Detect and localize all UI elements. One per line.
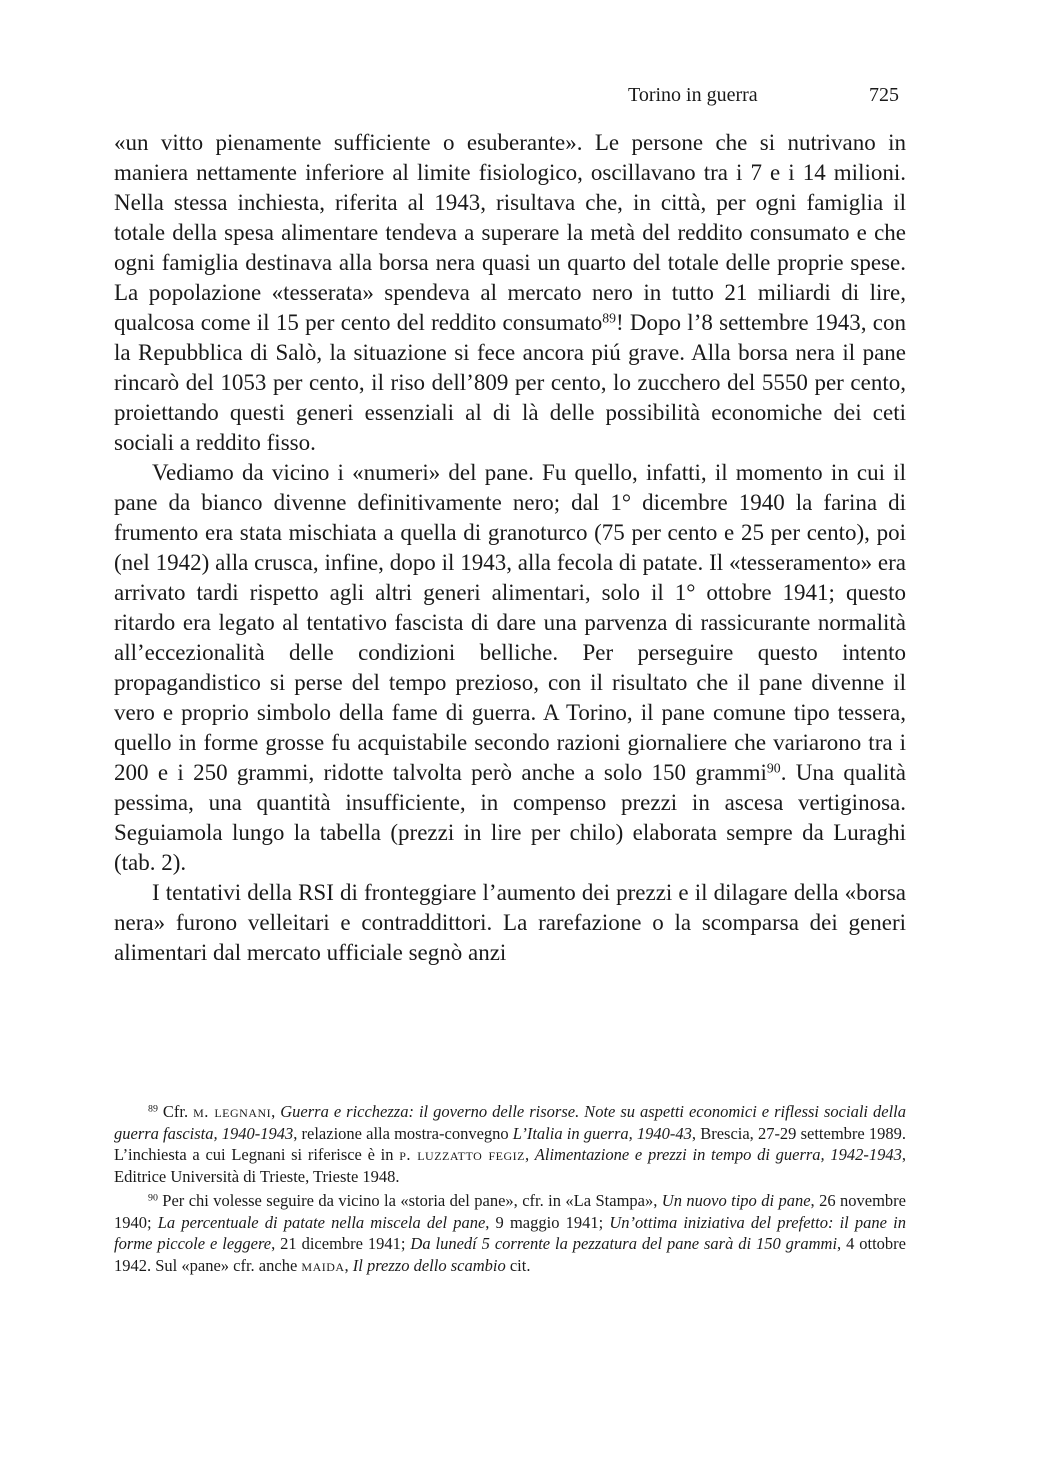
paragraph — [114, 878, 906, 968]
text-segment: «un vitto pienamente sufficiente o esuberante». Le persone che si nutrivano in maniera nettamente inferiore al limite fisiologico, oscillavano tra i 7 e i 14 milioni. Nella stessa inchiesta, riferita al 1943, risultava che, in città, per ogni famiglia il totale della spesa alimentare tendeva a superare la metà del reddito consumato e che ogni famiglia destinava alla borsa nera quasi un quarto del totale delle proprie spese. La popolazione «tesserata» spendeva al mercato nero in tutto 21 miliardi di lire, qualcosa come il 15 per cento del reddito consumato — [114, 130, 906, 335]
italic-title: Un’ottima iniziativa del prefetto: il pane in forme piccole e leggere — [114, 1212, 906, 1253]
paragraph — [114, 458, 906, 878]
text-segment: , 26 novembre 1940; — [114, 1191, 906, 1232]
running-header — [0, 84, 1046, 114]
text-segment: , Brescia, 27-29 settembre 1989. L’inchiesta a cui Legnani si riferisce è in — [114, 1123, 906, 1164]
footnotes — [114, 1101, 906, 1276]
text-segment: , Editrice Università di Trieste, Trieste 1948. — [114, 1145, 907, 1186]
author-name: m. legnani — [193, 1102, 272, 1121]
text-segment: , — [524, 1145, 535, 1164]
text-segment: , 21 dicembre 1941; — [271, 1234, 411, 1253]
footnote-ref: 89 — [148, 1103, 158, 1115]
italic-title: La percentuale di patate nella miscela del pane — [157, 1212, 486, 1232]
text-segment: , — [344, 1255, 353, 1275]
text-segment: . Una qualità pessima, una quantità insufficiente, in compenso prezzi in ascesa vertiginosa. Seguiamola lungo la tabella (prezzi in lire per chilo) elaborata sempre da Luraghi (tab. 2). — [114, 760, 907, 875]
italic-title: Da lunedí 5 corrente la pezzatura del pane sarà di 150 grammi — [410, 1234, 838, 1253]
page-number: 725 — [869, 84, 899, 106]
text-segment: cit. — [505, 1255, 531, 1275]
footnote — [114, 1190, 906, 1276]
italic-title: Un nuovo tipo di pane — [661, 1191, 811, 1210]
text-segment: , — [271, 1102, 281, 1121]
text-segment: Cfr. — [157, 1102, 194, 1121]
footnote-ref: 89 — [602, 310, 617, 326]
text-segment: Per chi volesse seguire da vicino la «storia del pane», cfr. in «La Stampa», — [157, 1191, 662, 1210]
text-segment: , 9 maggio 1941; — [485, 1212, 610, 1232]
main-text — [114, 128, 906, 968]
footnote-ref: 90 — [148, 1192, 158, 1204]
paragraph — [114, 128, 906, 458]
text-segment: Vediamo da vicino i «numeri» del pane. Fu quello, infatti, il momento in cui il pane da bianco divenne definitivamente nero; dal 1° dicembre 1940 la farina di frumento era stata mischiata a quella di granoturco (75 per cento e 25 per cento), poi (nel 1942) alla crusca, infine, dopo il 1943, alla fecola di patate. Il «tesseramento» era arrivato tardi rispetto agli altri generi alimentari, solo il 1° ottobre 1941; questo ritardo era legato al tentativo fascista di dare una parvenza di rassicurante normalità all’eccezionalità delle condizioni belliche. Per perseguire questo intento propagandistico si perse del tempo prezioso, con il risultato che il pane divenne il vero e proprio simbolo della fame di guerra. A Torino, il pane comune tipo tessera, quello in forme grosse fu acquistabile secondo razioni giornaliere che variarono tra i 200 e i 250 grammi, ridotte talvolta però anche a solo 150 grammi — [114, 460, 906, 785]
italic-title: Alimentazione e prezzi in tempo di guerra, 1942-1943 — [534, 1145, 902, 1164]
text-segment: , relazione alla mostra-convegno — [293, 1123, 513, 1143]
text-segment: ! Dopo l’8 settembre 1943, con la Repubblica di Salò, la situazione si fece ancora piú grave. Alla borsa nera il pane rincarò del 1053 per cento, il riso dell’809 per cento, lo zucchero del 5550 per cento, proiettando questi generi essenziali al di là delle possibilità economiche dei ceti sociali a reddito fisso. — [114, 310, 907, 455]
italic-title: Guerra e ricchezza: il governo delle risorse. Note su aspetti economici e riflessi sociali della guerra fascista, 1940-1943 — [114, 1102, 906, 1143]
author-name: maida — [301, 1255, 345, 1275]
text-segment: , 4 ottobre 1942. Sul «pane» cfr. anche — [114, 1234, 906, 1275]
footnote-ref: 90 — [766, 760, 781, 776]
author-name: p. luzzatto fegiz — [399, 1145, 525, 1164]
footnote — [114, 1101, 906, 1187]
italic-title: Il prezzo dello scambio — [352, 1255, 506, 1275]
running-title: Torino in guerra — [628, 84, 758, 106]
text-segment: I tentativi della RSI di fronteggiare l’aumento dei prezzi e il dilagare della «borsa nera» furono velleitari e contraddittori. La rarefazione o la scomparsa dei generi alimentari dal mercato ufficiale segnò anzi — [114, 880, 906, 965]
italic-title: L’Italia in guerra, 1940-43 — [512, 1123, 692, 1143]
